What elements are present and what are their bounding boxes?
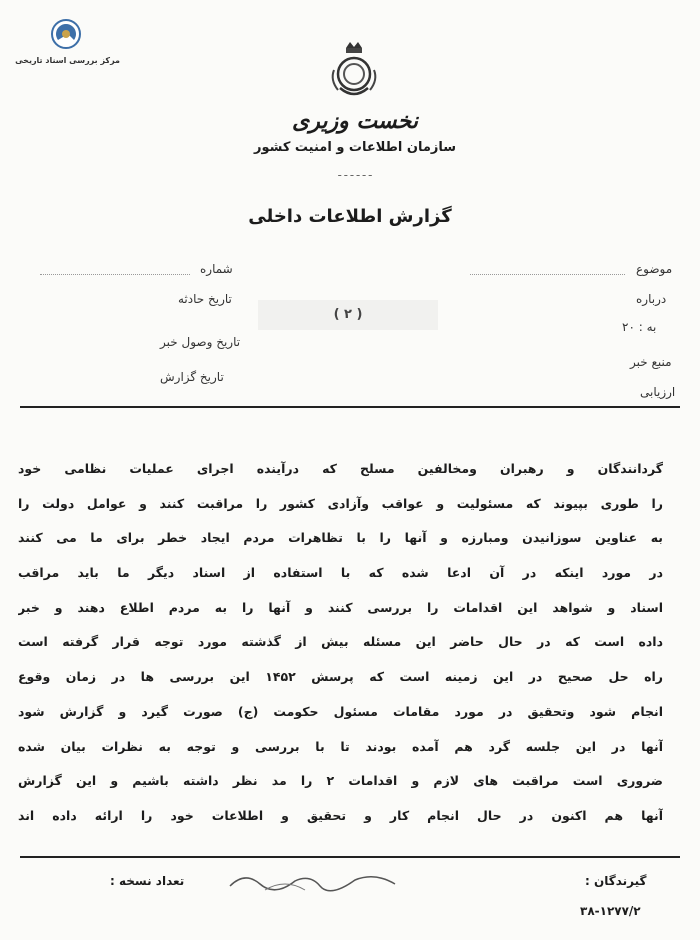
archive-logo: [15, 14, 120, 65]
recipients-label: گیرندگان :: [585, 874, 647, 888]
organization-title: نخست وزیری: [292, 108, 418, 134]
body-line: اسناد و شواهد این اقدامات را بررسی کنند و آنها را به مردم اطلاع دهند و خبر: [18, 599, 663, 615]
field3-label: به : ۲۰: [622, 320, 657, 334]
body-line: داده است که در حال حاضر این مسئله بیش از گذشته مورد توجه قرار گرفته است: [18, 634, 663, 650]
subject-dots: [470, 274, 625, 275]
signature-scribble-icon: [225, 866, 400, 896]
subject-label: موضوع: [636, 262, 673, 276]
body-line: آنها در این جلسه گرد هم آمده بودند تا با بررسی و توجه به نظرات بیان شده: [18, 738, 663, 754]
report-body: [18, 452, 663, 834]
receipt-date-label: تاریخ وصول خبر: [160, 335, 241, 349]
body-line: به عناوین سوزانیدن ومبارزه و آنها را با تظاهرات مردم ایجاد خطر برای ما می کنند: [18, 530, 663, 546]
report-title: گزارش اطلاعات داخلی: [248, 206, 452, 227]
body-line: گردانندگان و رهبران ومخالفین مسلح که درآینده اجرای عملیات نظامی خود: [18, 461, 663, 476]
lion-and-sun-emblem-icon: [326, 40, 382, 110]
reference-stamp: ( ۲ ): [258, 300, 438, 330]
organization-subtitle-secondary: ـ ـ ـ ـ ـ ـ: [338, 168, 372, 179]
body-line: انجام شود وتحقیق در مورد مقامات مسئول حکومت (ج) صورت گیرد و گزارش شود: [18, 703, 663, 719]
evaluation-label: ارزیابی: [640, 385, 676, 399]
organization-subtitle: سازمان اطلاعات و امنیت کشور: [253, 140, 457, 155]
body-line: را طوری بپیوند که مسئولیت و عواقب وآزادی کشور را مراقبت کنند و عوامل دولت را: [18, 495, 663, 511]
footer-divider: [20, 856, 680, 858]
copies-label: تعداد نسخه :: [110, 874, 185, 888]
number-dots: [40, 274, 190, 275]
body-line: ضروری است مراقبت های لازم و اقدامات ۲ را مد نظر داشته باشیم و این گزارش: [18, 773, 663, 789]
body-line: راه حل صحیح در این زمینه است که پرسش ۱۴۵۲ این بررسی ها در زمان وقوع: [18, 669, 663, 685]
number-label: شماره: [200, 262, 233, 276]
header-divider: [20, 406, 680, 408]
source-label: منبع خبر: [630, 355, 672, 369]
body-line: در مورد اینکه در آن ادعا شده که با استفاده از اسناد دیگر ما باید مراقب: [18, 565, 663, 581]
report-date-label: تاریخ گزارش: [160, 370, 224, 384]
document-number: ۳۸-۱۲۷۷/۲: [580, 904, 641, 918]
archive-logo-icon: [38, 14, 94, 58]
logo-caption: مرکز بررسی اسناد تاریخی: [15, 56, 120, 65]
event-date-label: تاریخ حادثه: [178, 292, 232, 306]
body-line: آنها هم اکنون در حال انجام کار و تحقیق و اطلاعات خود را ارائه داده اند: [18, 807, 663, 823]
field2-label: درباره: [636, 292, 667, 306]
